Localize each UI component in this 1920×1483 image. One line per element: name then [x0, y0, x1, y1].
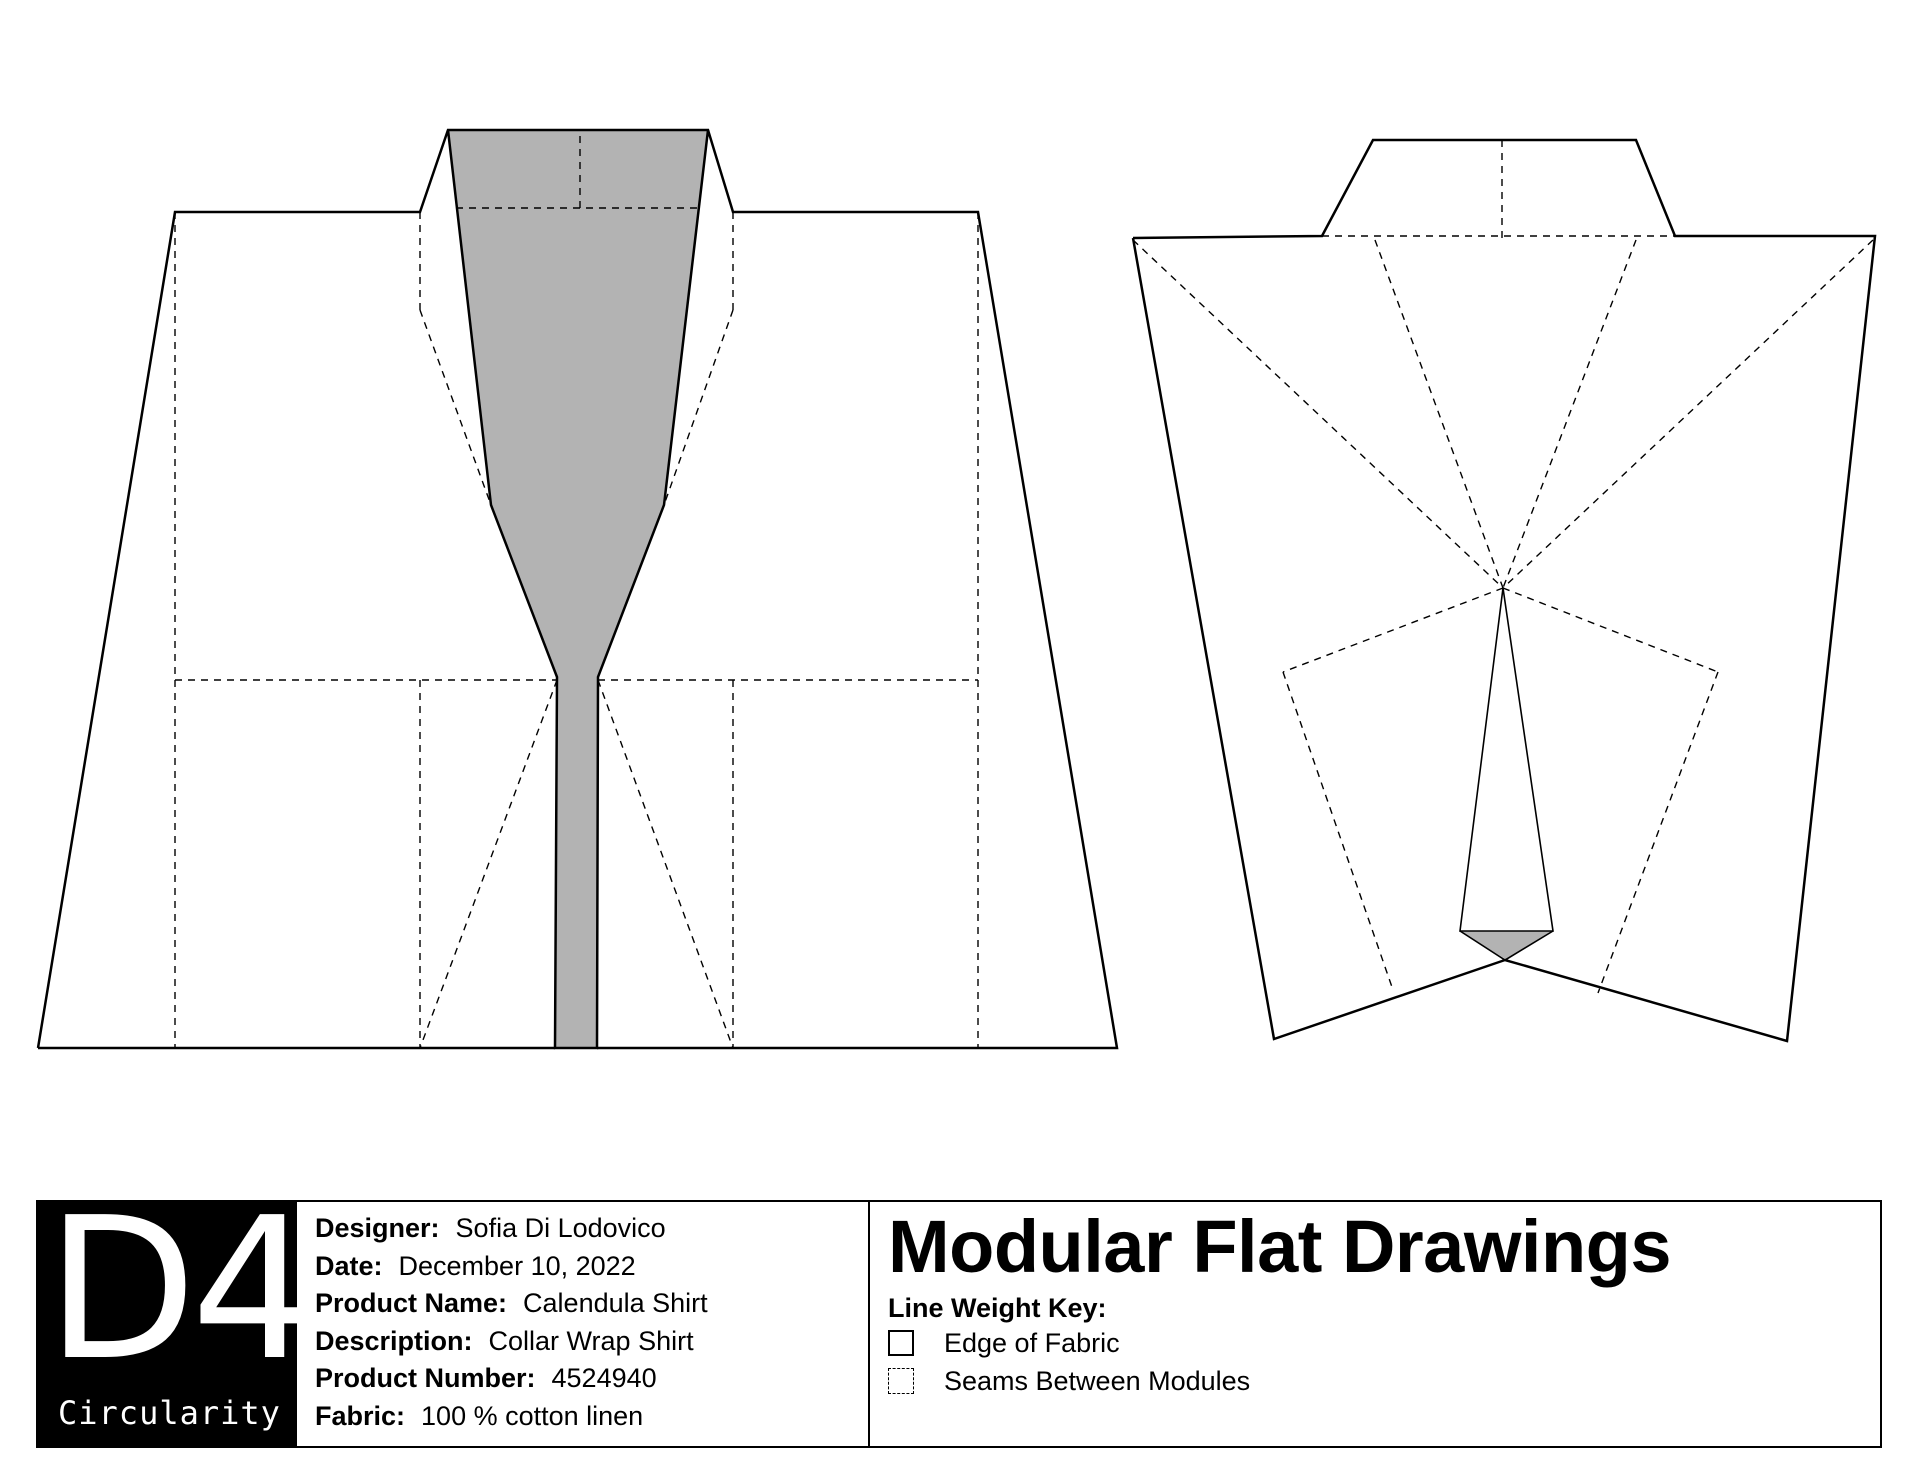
logo-block	[38, 1176, 310, 1446]
key-item-seams-label: Seams Between Modules	[944, 1366, 1251, 1397]
fabric-row	[315, 1398, 868, 1436]
date-row	[315, 1248, 868, 1286]
product-name-row	[315, 1285, 868, 1323]
back-tail-fill	[1460, 931, 1553, 960]
logo-subtitle: Circularity	[58, 1394, 281, 1432]
key-item-edge	[888, 1324, 1880, 1362]
key-item-edge-label: Edge of Fabric	[944, 1328, 1120, 1359]
front-collar-placket-fill	[448, 130, 708, 1048]
date-label: Date:	[315, 1250, 383, 1281]
dashed-line-swatch-icon	[888, 1368, 914, 1394]
product-name-value: Calendula Shirt	[523, 1288, 708, 1318]
description-value: Collar Wrap Shirt	[488, 1325, 694, 1356]
product-number-label: Product Number:	[315, 1363, 536, 1393]
back-view-drawing	[1133, 140, 1875, 1041]
front-view-drawing	[38, 130, 1117, 1048]
fabric-label: Fabric:	[315, 1400, 406, 1431]
product-name-label: Product Name:	[315, 1288, 508, 1318]
fabric-value: 100 % cotton linen	[421, 1400, 644, 1431]
page-title: Modular Flat Drawings	[888, 1205, 1672, 1288]
back-center-seam	[1460, 588, 1553, 960]
product-number-value: 4524940	[551, 1363, 657, 1393]
designer-value: Sofia Di Lodovico	[455, 1213, 666, 1243]
designer-row	[315, 1210, 868, 1248]
date-value: December 10, 2022	[398, 1250, 636, 1281]
drawing-header	[870, 1202, 1880, 1446]
solid-line-swatch-icon	[888, 1330, 914, 1356]
product-number-row	[315, 1360, 868, 1398]
description-row	[315, 1323, 868, 1361]
product-info	[297, 1202, 870, 1446]
line-weight-key-title: Line Weight Key:	[888, 1293, 1107, 1324]
key-item-seams	[888, 1362, 1880, 1400]
title-block	[36, 1176, 1882, 1448]
description-label: Description:	[315, 1325, 473, 1356]
logo-mark: D4	[46, 1176, 310, 1404]
designer-label: Designer:	[315, 1213, 440, 1243]
